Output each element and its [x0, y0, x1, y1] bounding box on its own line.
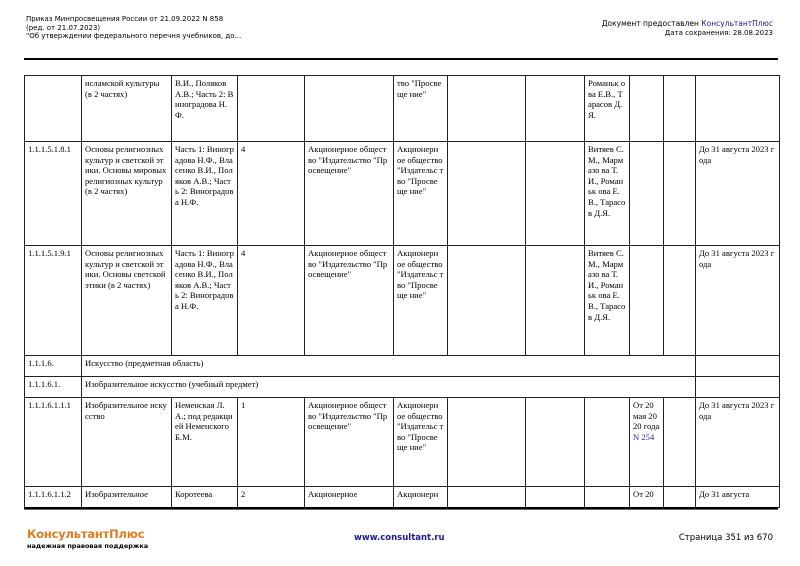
cell-title: исламской культуры (в 2 частях): [82, 76, 172, 142]
table-row: [25, 76, 780, 142]
cell-empty: [664, 76, 696, 142]
cell-order: [630, 76, 664, 142]
cell-grade: 4: [238, 142, 305, 246]
cell-empty: [664, 142, 696, 246]
cell-empty: [526, 142, 585, 246]
order-text: От 20 мая 2020 года: [633, 400, 660, 432]
document-header-left: [26, 15, 241, 41]
cell-experts: Витяев С.М., Мармазо ва Т.И., Романьк ова Е.В., Тарасов Д.Я.: [585, 246, 630, 356]
section-row: [25, 356, 780, 377]
cell-publisher: Акционерное общество "Издательство "Просвещение": [305, 398, 394, 487]
cell-experts: [585, 398, 630, 487]
cell-experts: [585, 487, 630, 508]
table-row: [25, 246, 780, 356]
cell-publisher-short: Акционерн: [394, 487, 448, 508]
cell-empty: [448, 246, 526, 356]
section-title: Искусство (предметная область): [82, 356, 696, 377]
textbook-list-table: [24, 75, 780, 508]
cell-empty: [526, 398, 585, 487]
cell-authors: Коротеева: [172, 487, 238, 508]
table-row: [25, 487, 780, 508]
cell-publisher-short: тво "Просвеще ние": [394, 76, 448, 142]
cell-authors: Часть 1: Виноградова Н.Ф., Власенко В.И., Поляков А.В.; Часть 2: Виноградова Н.Ф.: [172, 246, 238, 356]
cell-authors: Часть 1: Виноградова Н.Ф., Власенко В.И., Поляков А.В.; Часть 2: Виноградова Н.Ф.: [172, 142, 238, 246]
cell-title: Изобразительное: [82, 487, 172, 508]
cell-empty: [526, 246, 585, 356]
cell-empty: [526, 76, 585, 142]
cell-empty: [696, 356, 780, 377]
cell-title: Основы религиозных культур и светской этики. Основы светской этики (в 2 частях): [82, 246, 172, 356]
cell-empty: [448, 487, 526, 508]
cell-grade: [238, 76, 305, 142]
cell-experts: Романьк ова Е.В., Тарасов Д.Я.: [585, 76, 630, 142]
cell-title: Изобразительное искусство: [82, 398, 172, 487]
cell-publisher-short: Акционерн ое общество "Издательс тво "Просвеще ние": [394, 398, 448, 487]
cell-empty: [664, 246, 696, 356]
cell-order: [630, 142, 664, 246]
cell-deadline: До 31 августа 2023 года: [696, 246, 780, 356]
cell-publisher-short: Акционерн ое общество "Издательс тво "Просвеще ние": [394, 142, 448, 246]
cell-publisher: Акционерное: [305, 487, 394, 508]
provided-by-label: Документ предоставлен: [601, 19, 702, 28]
cell-order: [630, 246, 664, 356]
footer-tagline: надежная правовая поддержка: [27, 542, 149, 550]
cell-title: Основы религиозных культур и светской этики. Основы мировых религиозных культур (в 2 частях): [82, 142, 172, 246]
cell-empty: [448, 76, 526, 142]
cell-number: 1.1.1.5.1.8.1: [25, 142, 82, 246]
cell-order: [630, 398, 664, 487]
cell-empty: [664, 487, 696, 508]
cell-number: [25, 76, 82, 142]
cell-number: 1.1.1.6.1.1.1: [25, 398, 82, 487]
document-title-line2: (ред. от 21.07.2023): [26, 23, 101, 32]
table-row: [25, 142, 780, 246]
document-title-line1: Приказ Минпросвещения России от 21.09.2022 N 858: [26, 15, 224, 23]
cell-number: 1.1.1.6.: [25, 356, 82, 377]
cell-deadline: До 31 августа 2023 года: [696, 398, 780, 487]
cell-authors: Неменская Л.А.; под редакцией Неменского Б.М.: [172, 398, 238, 487]
cell-empty: [448, 398, 526, 487]
document-title-line3: "Об утверждении федерального перечня учебников, до...: [26, 32, 242, 41]
cell-publisher-short: Акционерн ое общество "Издательс тво "Просвеще ние": [394, 246, 448, 356]
cell-number: 1.1.1.6.1.: [25, 377, 82, 398]
document-header-right: [602, 19, 773, 38]
cell-publisher: Акционерное общество "Издательство "Просвещение": [305, 142, 394, 246]
cell-publisher: [305, 76, 394, 142]
section-title: Изобразительное искусство (учебный предмет): [82, 377, 696, 398]
cell-order: От 20: [630, 487, 664, 508]
cell-deadline: До 31 августа 2023 года: [696, 142, 780, 246]
header-divider: [24, 58, 778, 60]
cell-experts: Витяев С.М., Мармазо ва Т.И., Романьк ова Е.В., Тарасов Д.Я.: [585, 142, 630, 246]
provider-brand-link[interactable]: КонсультантПлюс: [701, 19, 773, 28]
page-counter: Страница 351 из 670: [678, 533, 773, 543]
cell-grade: 1: [238, 398, 305, 487]
cell-empty: [526, 487, 585, 508]
cell-empty: [448, 142, 526, 246]
cell-empty: [696, 377, 780, 398]
cell-number: 1.1.1.6.1.1.2: [25, 487, 82, 508]
cell-grade: 4: [238, 246, 305, 356]
cell-deadline: До 31 августа: [696, 487, 780, 508]
section-row: [25, 377, 780, 398]
cell-authors: В.И., Поляков А.В.; Часть 2: Виноградова Н.Ф.: [172, 76, 238, 142]
footer-divider: [24, 507, 778, 510]
table-row: [25, 398, 780, 487]
save-date: Дата сохранения: 28.08.2023: [664, 28, 773, 37]
cell-publisher: Акционерное общество "Издательство "Просвещение": [305, 246, 394, 356]
cell-deadline: [696, 76, 780, 142]
footer-website-link[interactable]: www.consultant.ru: [354, 533, 445, 543]
cell-number: 1.1.1.5.1.9.1: [25, 246, 82, 356]
footer-brand-logo: КонсультантПлюс: [27, 527, 145, 541]
cell-empty: [664, 398, 696, 487]
cell-grade: 2: [238, 487, 305, 508]
order-link[interactable]: N 254: [633, 431, 655, 442]
